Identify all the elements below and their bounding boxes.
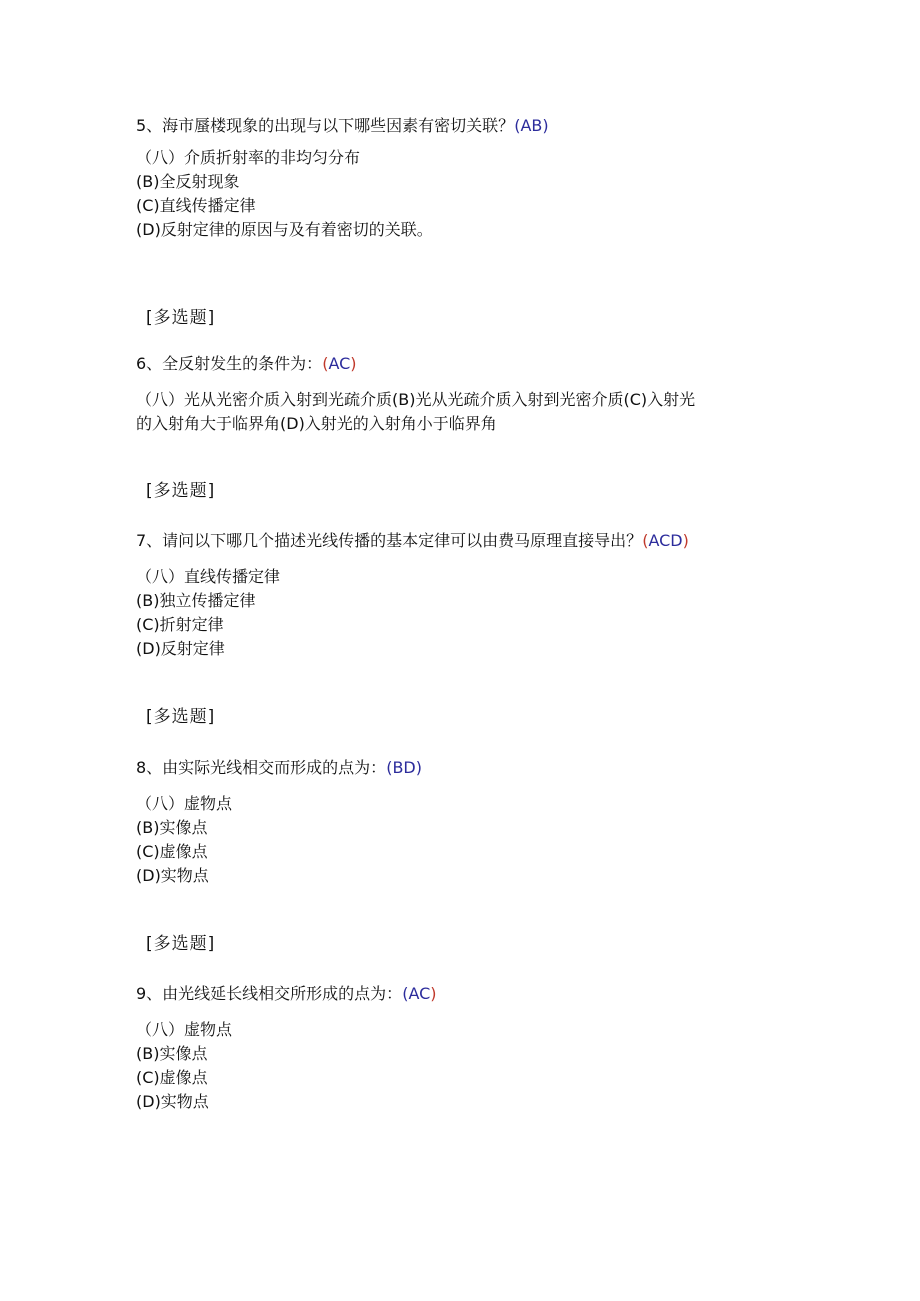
answer-text: BD — [392, 758, 416, 777]
answer-close-paren: ) — [542, 116, 549, 135]
option-c: (C)直线传播定律 — [136, 196, 256, 215]
answer-open-paren: ( — [386, 758, 393, 777]
answer-open-paren: ( — [322, 354, 329, 373]
option-d: (D)实物点 — [136, 866, 209, 885]
option-c: (C)折射定律 — [136, 615, 224, 634]
option-d: (D)反射定律的原因与及有着密切的关联。 — [136, 220, 433, 239]
question-5-title — [136, 115, 549, 137]
question-text: 7、请问以下哪几个描述光线传播的基本定律可以由费马原理直接导出？ — [136, 531, 643, 550]
answer-text: ACD — [648, 531, 683, 550]
question-text: 8、由实际光线相交而形成的点为： — [136, 758, 387, 777]
question-7-title — [136, 530, 689, 552]
option-c: (C)虚像点 — [136, 1068, 208, 1087]
options-line-1: （八）光从光密介质入射到光疏介质(B)光从光疏介质入射到光密介质(C)入射光 — [136, 390, 696, 409]
answer-close-paren: ) — [415, 758, 422, 777]
question-text: 9、由光线延长线相交所形成的点为： — [136, 984, 403, 1003]
answer-open-paren: ( — [402, 984, 409, 1003]
question-8-title — [136, 757, 422, 779]
option-a: （八）虚物点 — [136, 794, 233, 813]
option-b: (B)独立传播定律 — [136, 591, 256, 610]
answer-close-paren: ) — [350, 354, 357, 373]
option-a: （八）虚物点 — [136, 1020, 233, 1039]
option-b: (B)实像点 — [136, 818, 208, 837]
option-b: (B)全反射现象 — [136, 172, 240, 191]
question-6-title — [136, 353, 357, 375]
question-text: 6、全反射发生的条件为： — [136, 354, 323, 373]
option-b: (B)实像点 — [136, 1044, 208, 1063]
options-line-2: 的入射角大于临界角(D)入射光的入射角小于临界角 — [136, 414, 497, 433]
option-c: (C)虚像点 — [136, 842, 208, 861]
question-type-tag: [多选题] — [146, 934, 216, 954]
question-type-tag: [多选题] — [146, 707, 216, 727]
option-d: (D)实物点 — [136, 1092, 209, 1111]
option-a: （八）介质折射率的非均匀分布 — [136, 148, 361, 167]
answer-close-paren: ) — [682, 531, 689, 550]
option-d: (D)反射定律 — [136, 639, 225, 658]
answer-text: AC — [328, 354, 351, 373]
answer-open-paren: ( — [514, 116, 521, 135]
question-type-tag: [多选题] — [146, 308, 216, 328]
answer-text: AB — [520, 116, 543, 135]
answer-close-paren: ) — [430, 984, 437, 1003]
option-a: （八）直线传播定律 — [136, 567, 281, 586]
question-text: 5、海市蜃楼现象的出现与以下哪些因素有密切关联？ — [136, 116, 515, 135]
answer-open-paren: ( — [642, 531, 649, 550]
question-9-title — [136, 983, 437, 1005]
answer-text: AC — [408, 984, 431, 1003]
question-type-tag: [多选题] — [146, 481, 216, 501]
